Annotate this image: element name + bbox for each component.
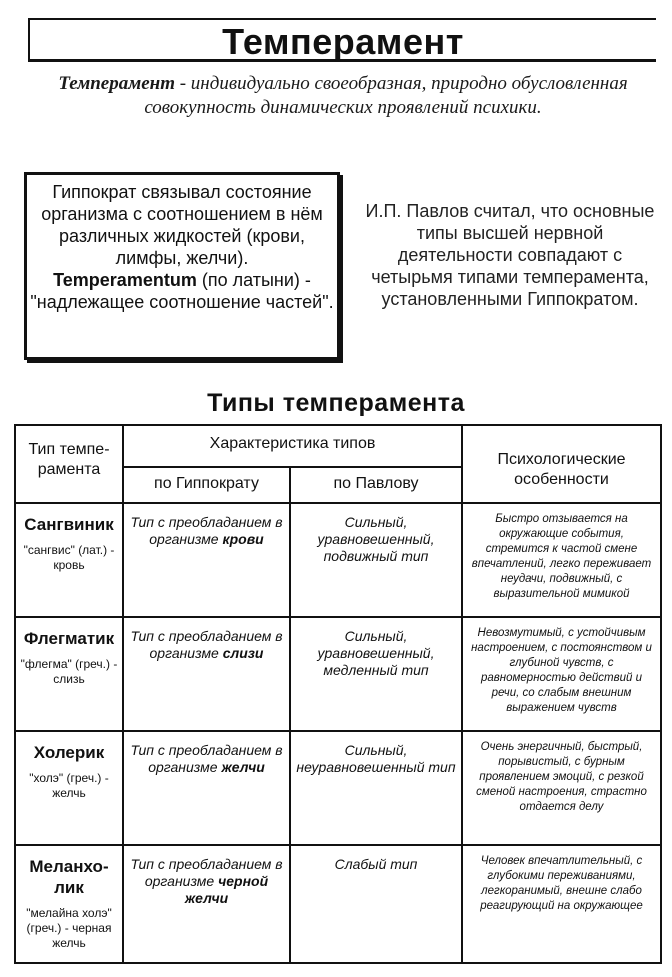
- hippocrates-cell: [123, 845, 290, 963]
- type-name: Меланхо-лик: [29, 857, 109, 897]
- table-row: [15, 845, 661, 963]
- hippocrates-text: Гиппократ связывал состояние организма с соотношением в нём различных жидкостей (крови, лимфы, желчи).: [41, 182, 323, 268]
- page-title: Темперамент: [222, 21, 464, 62]
- psychology-description: Быстро отзывается на окружающие события, стремится к частой смене впечатлений, легко переживает неудачи, подвижный, с выразительной мимикой: [471, 513, 652, 600]
- header-hippocrates-cell: [123, 467, 290, 503]
- latin-note: (по латыни) - "надлежащее соотношение частей".: [30, 270, 334, 312]
- page-title-box: [28, 18, 656, 62]
- types-heading: Типы темперамента: [207, 389, 465, 417]
- type-name: Холерик: [33, 743, 105, 762]
- table-row: [15, 731, 661, 845]
- header-type-cell: [15, 425, 123, 503]
- pavlov-description: Слабый тип: [334, 856, 418, 872]
- header-characteristics-cell: [123, 425, 462, 467]
- psychology-cell: [462, 845, 661, 963]
- type-origin: "сангвис" (лат.) - кровь: [23, 543, 115, 572]
- pavlov-text: И.П. Павлов считал, что основные типы высшей нервной деятельности совпадают с четырьмя типами темперамента, установленными Гиппократом.: [365, 201, 655, 309]
- temperament-table: [14, 424, 662, 964]
- definition-text: - индивидуально своеобразная, природно обусловленная совокупность динамических проявлений психики.: [144, 73, 628, 118]
- hippocrates-cell: [123, 617, 290, 731]
- header-type: Тип темпе-рамента: [28, 441, 110, 478]
- hippocrates-description: Тип с преобладанием в организме черной желчи: [130, 856, 283, 906]
- type-origin: "мелайна холэ" (греч.) - черная желчь: [26, 906, 112, 950]
- pavlov-cell: [290, 731, 462, 845]
- header-by-pavlov: по Павлову: [333, 475, 419, 492]
- psychology-cell: [462, 503, 661, 617]
- pavlov-description: Сильный, неуравновешенный тип: [296, 742, 456, 775]
- pavlov-cell: [290, 503, 462, 617]
- latin-note-line: [27, 269, 337, 313]
- psychology-cell: [462, 617, 661, 731]
- hippocrates-box: [24, 172, 340, 360]
- pavlov-cell: [290, 845, 462, 963]
- psychology-description: Невозмутимый, с устойчивым настроением, с постоянством и глубиной чувств, с равномерностью действий и речи, со слабым внешним выражением чувств: [471, 627, 652, 714]
- definition-term: Темперамент: [58, 73, 175, 94]
- type-origin: "холэ" (греч.) - желчь: [29, 771, 109, 800]
- hippocrates-description: Тип с преобладанием в организме желчи: [130, 742, 283, 775]
- psychology-description: Человек впечатлительный, с глубокими переживаниями, легкоранимый, внешне слабо реагирующий на окружающее: [480, 855, 643, 912]
- pavlov-description: Сильный, уравновешенный, медленный тип: [317, 628, 435, 678]
- latin-term: Temperamentum: [53, 270, 197, 290]
- type-cell: [15, 845, 123, 963]
- hippocrates-description: Тип с преобладанием в организме крови: [130, 514, 283, 547]
- hippocrates-cell: [123, 503, 290, 617]
- table-row: [15, 503, 661, 617]
- hippocrates-cell: [123, 731, 290, 845]
- type-name: Сангвиник: [24, 515, 114, 534]
- psychology-description: Очень энергичный, быстрый, порывистый, с бурным проявлением эмоций, с резкой сменой настроения, страстно отдается делу: [476, 741, 647, 813]
- psychology-cell: [462, 731, 661, 845]
- pavlov-description: Сильный, уравновешенный, подвижный тип: [317, 514, 435, 564]
- type-cell: [15, 617, 123, 731]
- header-characteristics: Характеристика типов: [209, 435, 376, 452]
- table-row: [15, 617, 661, 731]
- header-by-hippocrates: по Гиппократу: [154, 475, 259, 492]
- header-row-1: [15, 425, 661, 467]
- type-cell: [15, 503, 123, 617]
- definition-paragraph: [28, 72, 658, 120]
- header-pavlov-cell: [290, 467, 462, 503]
- hippocrates-description: Тип с преобладанием в организме слизи: [130, 628, 283, 661]
- type-origin: "флегма" (греч.) - слизь: [20, 657, 118, 686]
- header-psychological-cell: [462, 425, 661, 503]
- type-cell: [15, 731, 123, 845]
- type-name: Флегматик: [23, 629, 115, 648]
- header-psychological: Психологические особенности: [497, 451, 626, 488]
- pavlov-cell: [290, 617, 462, 731]
